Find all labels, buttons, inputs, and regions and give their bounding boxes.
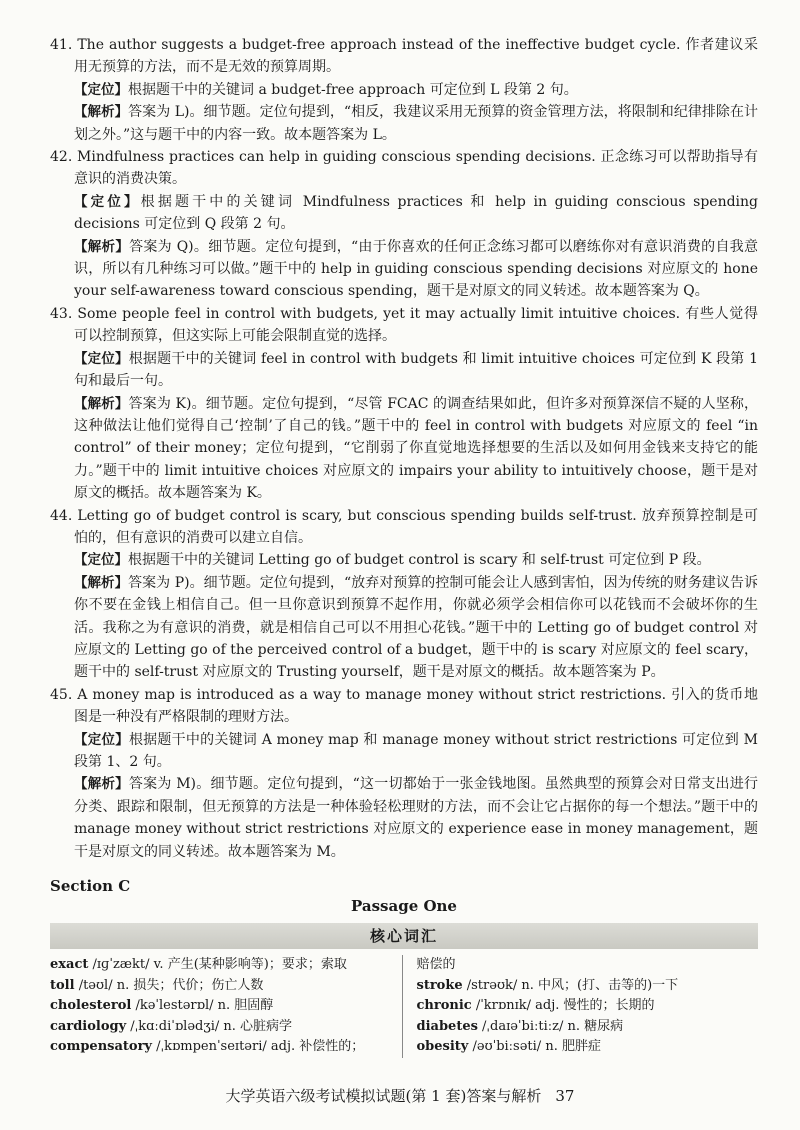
location-paragraph: [50, 79, 758, 101]
vocab-entry: [417, 955, 759, 976]
location-tag: 【定位】: [74, 350, 129, 367]
location-tag: 【定位】: [74, 552, 128, 569]
vocab-entry: [50, 955, 392, 976]
analysis-tag: 【解析】: [74, 238, 130, 255]
location-paragraph: [50, 191, 758, 236]
vocab-entry: [417, 976, 759, 997]
analysis-tag: 【解析】: [74, 776, 129, 793]
analysis-tag: 【解析】: [74, 104, 129, 121]
location-tag: 【定位】: [74, 193, 141, 210]
page-footer: [0, 1085, 800, 1106]
vocab-entry: [417, 1037, 759, 1058]
question-statement: 45. A money map is introduced as a way to manage money without strict restrictions. 引入的货币地图是一种没有严格限制的理财方法。: [50, 686, 758, 726]
vocab-entry: [50, 976, 392, 997]
section-heading: Section C: [50, 877, 131, 896]
question-block: [50, 34, 758, 146]
vocab-word: stroke: [416, 977, 463, 993]
question-statement: 41. The author suggests a budget-free approach instead of the ineffective budget cycle. 作者建议采用无预算的方法，而不是无效的预算周期。: [50, 37, 758, 76]
vocab-definition: /strəʊk/ n. 中风；(打、击等的)一下: [462, 977, 679, 993]
vocab-word: cardiology: [50, 1018, 127, 1034]
vocab-definition: /kəˈlestərɒl/ n. 胆固醇: [131, 998, 274, 1014]
location-paragraph: [50, 549, 758, 571]
vocab-entry: [50, 996, 392, 1017]
content-area: [50, 34, 758, 1058]
vocab-word: chronic: [416, 998, 472, 1014]
vocab-definition: /ˌdaɪəˈbiːtiːz/ n. 糖尿病: [477, 1018, 624, 1034]
analysis-paragraph: [50, 393, 758, 505]
passage-heading: Passage One: [351, 897, 457, 916]
vocab-entry: [417, 996, 759, 1017]
analysis-text: 答案为 P)。细节题。定位句提到，“放弃对预算的控制可能会让人感到害怕，因为传统的财务建议告诉你不要在金钱上相信自己。但一旦你意识到预算不起作用，你就必须学会相信你可以花钱而不会破坏你的生活。我称之为有意识的消费，就是相信自己可以不用担心花钱。”题干中的 Letting go of budget control 对应原文的 Letting go of the perceived control of a budget，题干中的 is scary 对应原文的 feel scary，题干中的 self-trust 对应原文的 Trusting yourself，题干是对原文的概括。故本题答案为 P。: [74, 574, 758, 681]
location-text: 根据题干中的关键词 Letting go of budget control is scary 和 self-trust 可定位到 P 段。: [128, 552, 711, 569]
question-statement: 42. Mindfulness practices can help in guiding conscious spending decisions. 正念练习可以帮助指导有意识的消费决策。: [50, 149, 758, 188]
vocab-definition: /ɪɡˈzækt/ v. 产生(某种影响等)；要求；索取: [88, 957, 347, 973]
vocab-definition: /ˈkrɒnɪk/ adj. 慢性的；长期的: [471, 998, 655, 1014]
vocab-banner: 核心词汇: [50, 923, 758, 949]
vocab-list: [50, 955, 758, 1058]
location-paragraph: [50, 729, 758, 774]
analysis-tag: 【解析】: [74, 574, 129, 591]
location-text: 根据题干中的关键词 Mindfulness practices 和 help in guiding conscious spending decisions 可定位到 Q 段第 2 句。: [74, 193, 758, 233]
analysis-paragraph: [50, 572, 758, 684]
analysis-text: 答案为 K)。细节题。定位句提到，“尽管 FCAC 的调查结果如此，但许多对预算深信不疑的人坚称，这种做法让他们觉得自己‘控制’了自己的钱。”题干中的 feel in control with budgets 对应原文的 feel “in control” of their money；定位句提到，“它削弱了你直觉地选择想要的生活以及如何用金钱来支持它的能力。”题干中的 limit intuitive choices 对应原文的 impairs your ability to intuitively choose，题干是对原文的概括。故本题答案为 K。: [74, 395, 758, 502]
vocab-word: compensatory: [50, 1039, 152, 1055]
vocab-word: diabetes: [416, 1018, 478, 1034]
vocab-word: exact: [50, 957, 89, 973]
vocab-definition: /təʊl/ n. 损失；代价；伤亡人数: [74, 977, 264, 993]
vocab-definition: /ˌkɑːdiˈɒlədʒi/ n. 心脏病学: [126, 1018, 292, 1034]
footer-title: 大学英语六级考试模拟试题(第 1 套)答案与解析: [225, 1087, 542, 1105]
vocab-word: obesity: [416, 1039, 469, 1055]
vocab-column-left: [50, 955, 402, 1058]
analysis-text: 答案为 Q)。细节题。定位句提到，“由于你喜欢的任何正念练习都可以磨练你对有意识消费的自我意识，所以有几种练习可以做。”题干中的 help in guiding conscious spending decisions 对应原文的 hone your self-awareness toward conscious spending，题干是对原文的同义转述。故本题答案为 Q。: [74, 238, 759, 300]
location-text: 根据题干中的关键词 feel in control with budgets 和 limit intuitive choices 可定位到 K 段第 1 句和最后一句。: [74, 350, 759, 390]
vocab-word: cholesterol: [50, 998, 132, 1014]
analysis-paragraph: [50, 101, 758, 146]
analysis-tag: 【解析】: [74, 395, 129, 412]
location-tag: 【定位】: [74, 731, 129, 748]
analysis-text: 答案为 L)。细节题。定位句提到，“相反，我建议采用无预算的资金管理方法，将限制和纪律排除在计划之外。”这与题干中的内容一致。故本题答案为 L。: [74, 104, 758, 143]
vocab-entry: [417, 1017, 759, 1038]
question-block: [50, 684, 758, 863]
location-tag: 【定位】: [74, 81, 128, 98]
question-block: [50, 146, 758, 303]
vocab-definition: /ˌkɒmpenˈseɪtəri/ adj. 补偿性的；: [151, 1039, 365, 1055]
question-block: [50, 303, 758, 505]
question-statement: 44. Letting go of budget control is scary, but conscious spending builds self-trust. 放弃预算控制是可怕的，但有意识的消费可以建立自信。: [50, 507, 758, 546]
location-text: 根据题干中的关键词 A money map 和 manage money without strict restrictions 可定位到 M 段第 1、2 句。: [74, 731, 758, 770]
location-paragraph: [50, 348, 758, 393]
vocab-entry: [50, 1037, 392, 1058]
vocab-column-right: [402, 955, 759, 1058]
vocab-entry: [50, 1017, 392, 1038]
question-block: [50, 505, 758, 684]
question-statement: 43. Some people feel in control with budgets, yet it may actually limit intuitive choices. 有些人觉得可以控制预算，但这实际上可能会限制直觉的选择。: [50, 305, 758, 345]
analysis-text: 答案为 M)。细节题。定位句提到，“这一切都始于一张金钱地图。虽然典型的预算会对日常支出进行分类、跟踪和限制，但无预算的方法是一种体验轻松理财的方法，而不会让它占据你的每一个想法。”题干中的 manage money without strict restrictions 对应原文的 experience ease in money management，题干是对原文的同义转述。故本题答案为 M。: [74, 776, 759, 860]
location-text: 根据题干中的关键词 a budget-free approach 可定位到 L 段第 2 句。: [128, 81, 578, 98]
vocab-definition: 赔偿的: [416, 957, 456, 973]
analysis-paragraph: [50, 773, 758, 863]
vocab-word: toll: [50, 977, 75, 993]
page-number: 37: [555, 1087, 575, 1105]
vocab-definition: /əʊˈbiːsəti/ n. 肥胖症: [468, 1039, 601, 1055]
analysis-paragraph: [50, 236, 758, 303]
